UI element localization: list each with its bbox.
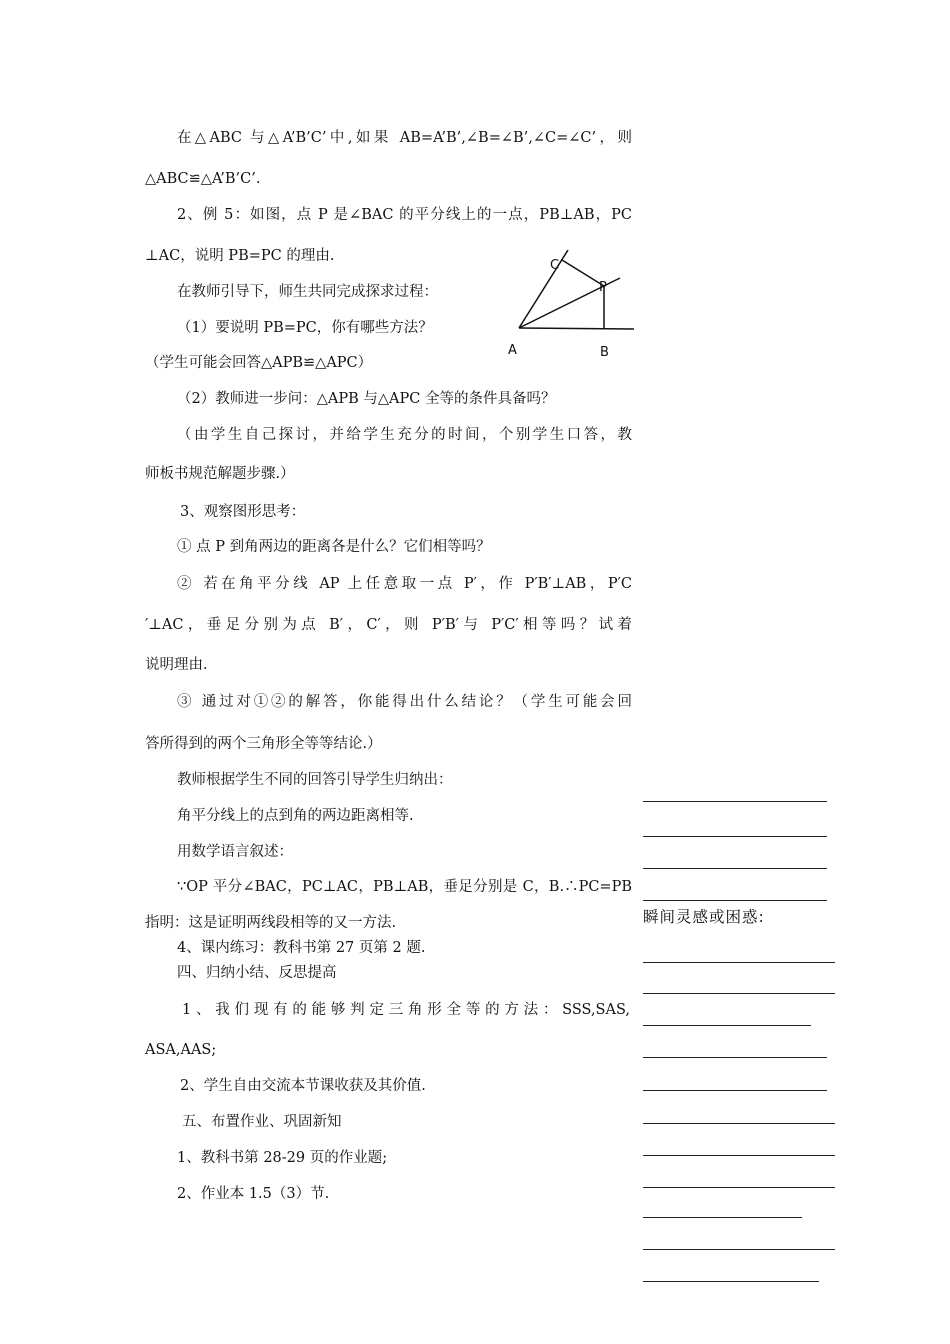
note-line [643, 1217, 802, 1218]
text-line: ② 若在角平分线 AP 上任意取一点 P′，作 P′B′⊥AB，P′C [177, 576, 632, 592]
text-line: △ABC≌△A’B’C’. [145, 171, 261, 187]
notes-heading: 瞬间灵感或困惑: [643, 908, 765, 926]
note-line [643, 1155, 835, 1156]
text-line: 指明：这是证明两线段相等的又一方法. [145, 915, 397, 931]
text-line: 说明理由. [145, 657, 208, 673]
note-line [643, 1025, 811, 1026]
text-line: 2、例 5：如图，点 P 是∠BAC 的平分线上的一点，PB⊥AB，PC [177, 207, 632, 223]
label-p: P [599, 280, 607, 295]
label-c: C [550, 258, 560, 273]
text-line: （学生可能会回答△APB≌△APC） [145, 355, 373, 371]
text-line: ∵OP 平分∠BAC，PC⊥AC，PB⊥AB，垂足分别是 C，B.∴PC=PB [177, 879, 632, 895]
text-line: 答所得到的两个三角形全等等结论.） [145, 736, 382, 752]
text-line: ⊥AC，说明 PB=PC 的理由. [145, 248, 335, 264]
text-line: 3、观察图形思考： [180, 504, 306, 520]
note-line [643, 1281, 819, 1282]
text-line: ① 点 P 到角两边的距离各是什么？它们相等吗？ [177, 539, 491, 555]
ray-ab [519, 328, 634, 329]
angle-bisector-figure [500, 250, 640, 365]
note-line [643, 1123, 835, 1124]
text-line: 在教师引导下，师生共同完成探求过程： [177, 284, 438, 300]
text-line: 4、课内练习：教科书第 27 页第 2 题. [177, 940, 426, 956]
note-line [643, 836, 827, 837]
text-line: 四、归纳小结、反思提高 [177, 965, 337, 981]
text-line: 教师根据学生不同的回答引导学生归纳出： [177, 772, 453, 788]
note-line [643, 1249, 835, 1250]
text-line: ′⊥AC，垂足分别为点 B′，C′，则 P′B′与 P′C′相等吗？试着 [145, 617, 632, 633]
note-line [643, 1090, 827, 1091]
note-line [643, 801, 827, 802]
note-line [643, 900, 827, 901]
text-line: 角平分线上的点到角的两边距离相等. [177, 808, 414, 824]
text-line: 2、作业本 1.5（3）节. [177, 1186, 330, 1202]
text-line: （由学生自己探讨，并给学生充分的时间，个别学生口答，教 [177, 427, 632, 443]
text-line: 1、教科书第 28-29 页的作业题; [177, 1150, 388, 1166]
text-line: 2、学生自由交流本节课收获及其价值. [180, 1078, 426, 1094]
text-line: 用数学语言叙述： [177, 844, 293, 860]
note-line [643, 868, 827, 869]
segment-pc [562, 260, 604, 286]
text-line: 五、布置作业、巩固新知 [182, 1114, 342, 1130]
text-line: 1、我们现有的能够判定三角形全等的方法：SSS,SAS, [182, 1002, 630, 1018]
label-a: A [508, 343, 517, 358]
text-line: 师板书规范解题步骤.） [145, 466, 295, 482]
note-line [643, 962, 835, 963]
label-b: B [600, 345, 609, 360]
text-line: 在△ABC 与△A’B’C’中,如果 AB=A’B’,∠B=∠B’,∠C=∠C’，则 [177, 130, 632, 146]
text-line: ASA,AAS; [145, 1042, 217, 1058]
note-line [643, 1057, 827, 1058]
text-line: （2）教师进一步问：△APB 与△APC 全等的条件具备吗？ [177, 391, 556, 407]
note-line [643, 993, 835, 994]
text-line: （1）要说明 PB=PC，你有哪些方法？ [177, 320, 433, 336]
note-line [643, 1187, 835, 1188]
text-line: ③ 通过对①②的解答，你能得出什么结论？（学生可能会回 [177, 694, 632, 710]
